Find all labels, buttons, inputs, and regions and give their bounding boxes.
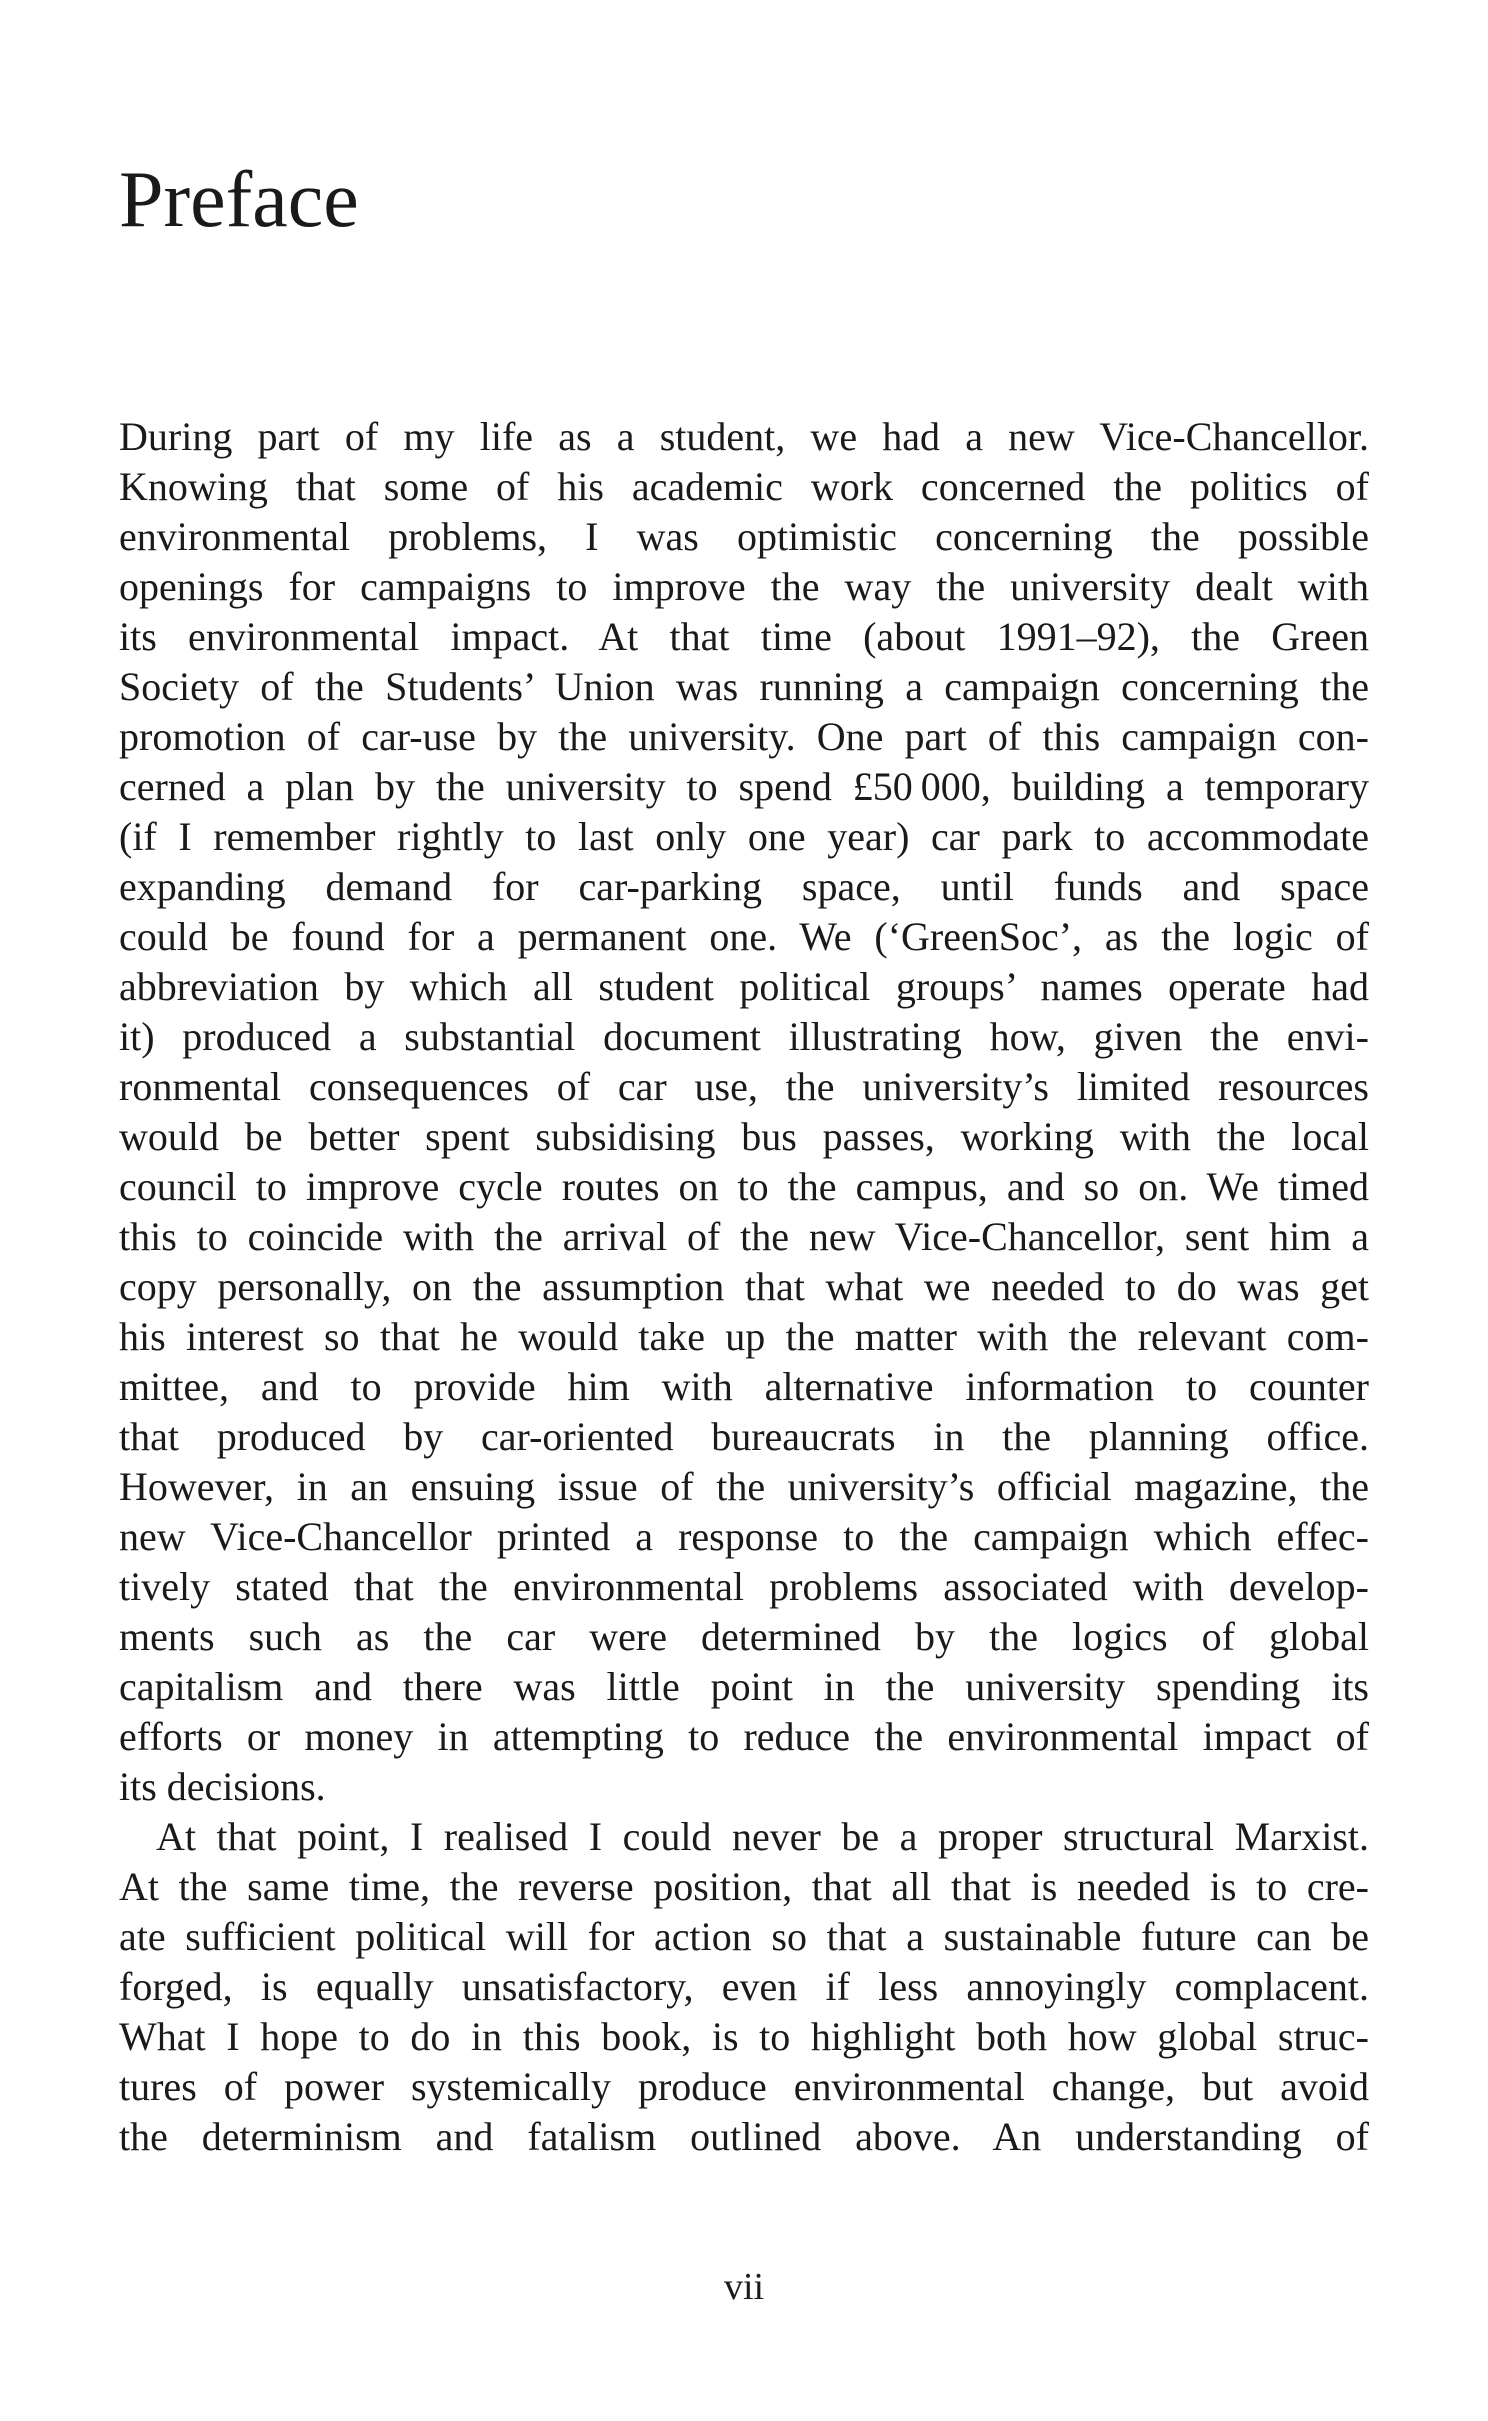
text-line: What I hope to do in this book, is to highlight both how global struc- [119,2014,1369,2059]
text-line: efforts or money in attempting to reduce the environmental impact of [119,1714,1369,1759]
text-line: copy personally, on the assumption that what we needed to do was get [119,1264,1369,1309]
page-number: vii [723,2266,765,2308]
preface-body [119,412,1369,2162]
text-line: At that point, I realised I could never be a proper structural Marxist. [156,1814,1369,1859]
text-line: tures of power systemically produce environmental change, but avoid [119,2064,1369,2109]
text-line: Knowing that some of his academic work concerned the politics of [119,464,1369,509]
text-line: council to improve cycle routes on to the campus, and so on. We timed [119,1164,1369,1209]
paragraph [119,1812,1369,2162]
text-line: promotion of car-use by the university. One part of this campaign con- [119,714,1369,759]
text-line: ate sufficient political will for action so that a sustainable future can be [119,1914,1369,1959]
text-line: could be found for a permanent one. We (‘GreenSoc’, as the logic of [119,914,1369,959]
paragraph [119,412,1369,1812]
text-line: its environmental impact. At that time (about 1991–92), the Green [119,614,1369,659]
text-line: ments such as the car were determined by the logics of global [119,1614,1369,1659]
text-line: At the same time, the reverse position, that all that is needed is to cre- [119,1864,1369,1909]
text-line: it) produced a substantial document illustrating how, given the envi- [119,1014,1369,1059]
text-line: abbreviation by which all student political groups’ names operate had [119,964,1369,1009]
text-line: openings for campaigns to improve the way the university dealt with [119,564,1369,609]
text-line: would be better spent subsidising bus passes, working with the local [119,1114,1369,1159]
text-line: its decisions. [119,1764,326,1809]
text-line: that produced by car-oriented bureaucrats in the planning office. [119,1414,1369,1459]
text-line: However, in an ensuing issue of the university’s official magazine, the [119,1464,1369,1509]
text-line: this to coincide with the arrival of the new Vice-Chancellor, sent him a [119,1214,1369,1259]
text-line: capitalism and there was little point in the university spending its [119,1664,1369,1709]
text-line: forged, is equally unsatisfactory, even if less annoyingly complacent. [119,1964,1369,2009]
text-line: his interest so that he would take up the matter with the relevant com- [119,1314,1369,1359]
text-line: the determinism and fatalism outlined above. An understanding of [119,2114,1369,2159]
text-line: ronmental consequences of car use, the university’s limited resources [119,1064,1369,1109]
text-line: (if I remember rightly to last only one year) car park to accommodate [119,814,1369,859]
text-line: cerned a plan by the university to spend £50 000, building a temporary [119,764,1369,809]
text-line: Society of the Students’ Union was running a campaign concerning the [119,664,1369,709]
text-line: expanding demand for car-parking space, until funds and space [119,864,1369,909]
page-title: Preface [119,156,359,244]
text-line: During part of my life as a student, we had a new Vice-Chancellor. [119,414,1369,459]
text-line: mittee, and to provide him with alternative information to counter [119,1364,1369,1409]
text-line: new Vice-Chancellor printed a response to the campaign which effec- [119,1514,1369,1559]
text-line: tively stated that the environmental problems associated with develop- [119,1564,1369,1609]
text-line: environmental problems, I was optimistic concerning the possible [119,514,1369,559]
